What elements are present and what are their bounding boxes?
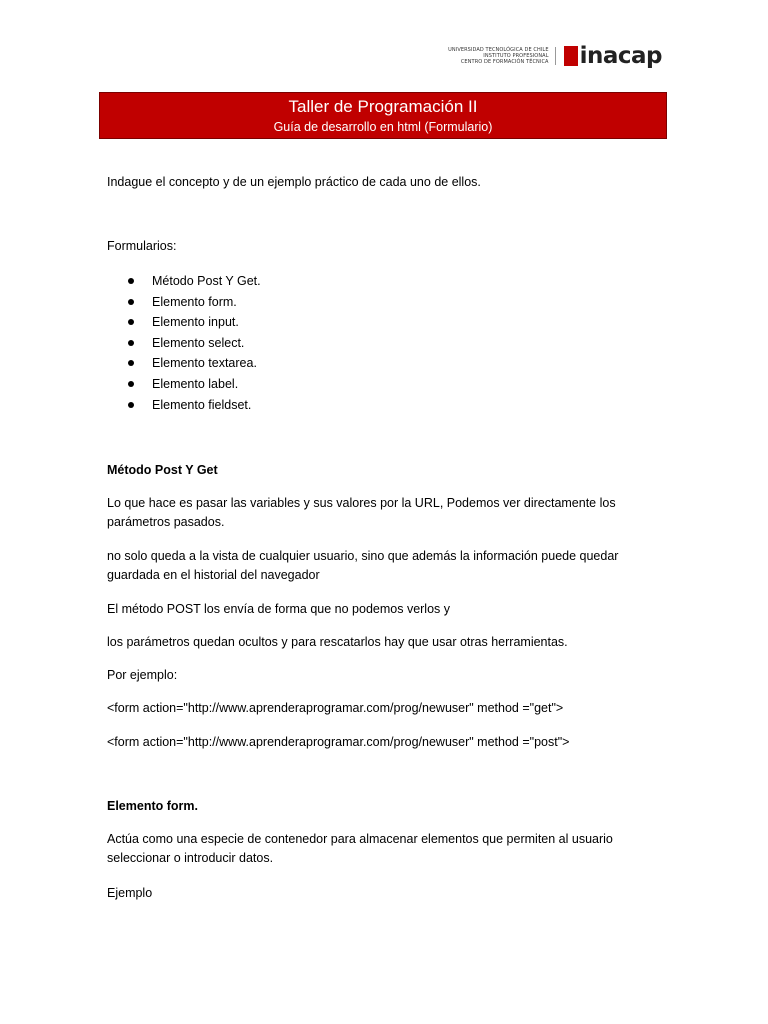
list-item xyxy=(126,312,261,333)
list-item-label: Elemento textarea. xyxy=(152,356,257,371)
list-item xyxy=(126,292,261,313)
code-example-post: <form action="http://www.aprenderaprogramar.com/prog/newuser" method ="post"> xyxy=(107,735,570,749)
institution-line: UNIVERSIDAD TECNOLÓGICA DE CHILE xyxy=(448,47,549,53)
post-get-paragraph-4: los parámetros quedan ocultos y para rescatarlos hay que usar otras herramientas. xyxy=(107,635,568,649)
list-item-label: Método Post Y Get. xyxy=(152,274,261,288)
post-get-paragraph-1: Lo que hace es pasar las variables y sus valores por la URL, Podemos ver directamente los parámetros pasados. xyxy=(107,496,616,529)
code-example-get: <form action="http://www.aprenderaprogramar.com/prog/newuser" method ="get"> xyxy=(107,701,564,715)
institution-line: CENTRO DE FORMACIÓN TÉCNICA xyxy=(460,59,549,65)
section-heading-form: Elemento form. xyxy=(107,799,198,813)
bullet-icon xyxy=(128,278,134,284)
list-item xyxy=(126,395,261,416)
institution-logo xyxy=(448,44,662,68)
topics-list xyxy=(126,271,261,415)
formularios-heading: Formularios: xyxy=(107,239,177,253)
post-get-paragraph-2: no solo queda a la vista de cualquier usuario, sino que además la información puede quedar guardada en el historial del navegador xyxy=(107,549,619,582)
list-item xyxy=(126,353,261,374)
bullet-icon xyxy=(128,381,134,387)
list-item-label: Elemento label. xyxy=(152,376,239,391)
institution-line: INSTITUTO PROFESIONAL xyxy=(483,53,549,59)
brand-mark-icon xyxy=(564,46,578,66)
list-item xyxy=(126,333,261,354)
bullet-icon xyxy=(128,402,134,408)
section-heading-post-get: Método Post Y Get xyxy=(107,463,218,477)
list-item-label: Elemento form. xyxy=(152,294,237,309)
document-title: Taller de Programación II xyxy=(288,97,478,116)
title-banner xyxy=(99,92,667,139)
example-label: Por ejemplo: xyxy=(107,668,178,682)
form-example-label: Ejemplo xyxy=(107,886,153,900)
bullet-icon xyxy=(128,299,134,305)
list-item-label: Elemento fieldset. xyxy=(152,397,252,412)
intro-text: Indague el concepto y de un ejemplo práctico de cada uno de ellos. xyxy=(107,175,481,189)
list-item-label: Elemento select. xyxy=(152,335,245,350)
list-item xyxy=(126,271,261,292)
brand-name: inacap xyxy=(579,43,662,69)
bullet-icon xyxy=(128,340,134,346)
brand-logo xyxy=(564,44,662,68)
bullet-icon xyxy=(128,360,134,366)
document-subtitle: Guía de desarrollo en html (Formulario) xyxy=(273,120,493,134)
post-get-paragraph-3: El método POST los envía de forma que no podemos verlos y xyxy=(107,602,451,616)
institution-name-lines xyxy=(448,47,555,65)
list-item xyxy=(126,374,261,395)
bullet-icon xyxy=(128,319,134,325)
form-paragraph-1: Actúa como una especie de contenedor para almacenar elementos que permiten al usuario seleccionar o introducir datos. xyxy=(107,832,613,865)
list-item-label: Elemento input. xyxy=(152,315,239,330)
